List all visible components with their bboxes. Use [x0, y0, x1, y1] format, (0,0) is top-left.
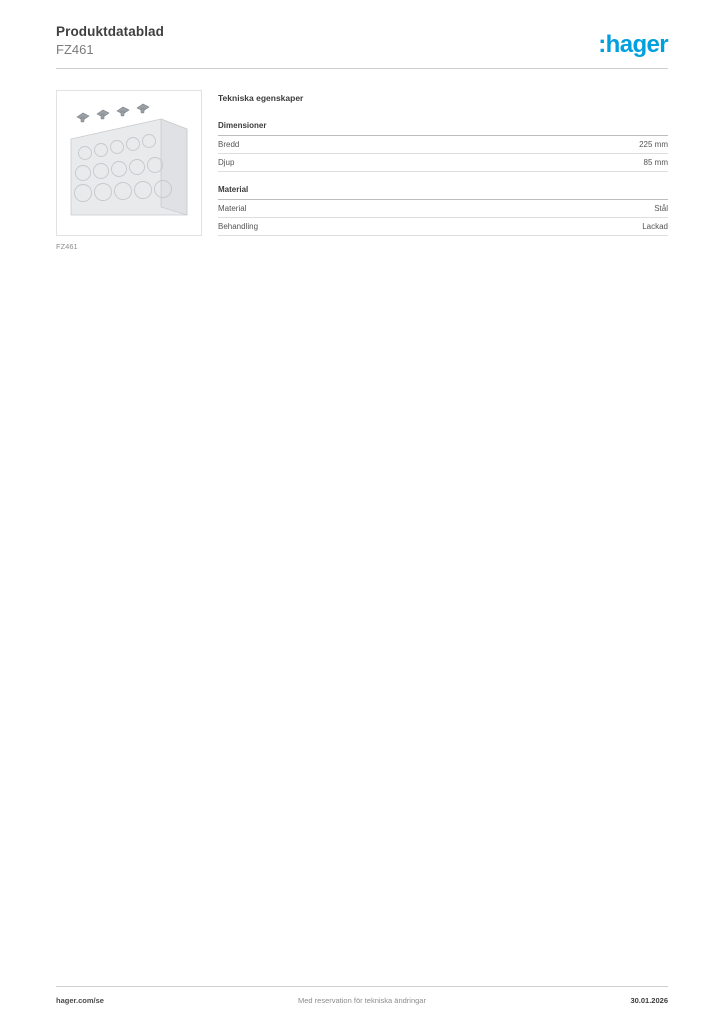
table-row — [218, 218, 668, 236]
product-image — [56, 90, 202, 236]
product-illustration — [57, 91, 201, 235]
product-caption: FZ461 — [56, 242, 78, 251]
spec-label: Material — [218, 204, 247, 213]
spec-group-material — [218, 184, 668, 236]
footer-website-link[interactable]: hager.com/se — [56, 996, 104, 1005]
page-title: Produktdatablad — [56, 24, 165, 39]
spec-value: Stål — [654, 204, 668, 213]
table-row — [218, 154, 668, 172]
spec-value: Lackad — [642, 222, 668, 231]
footer-note: Med reservation för tekniska ändringar — [298, 996, 426, 1005]
spec-label: Behandling — [218, 222, 259, 231]
spec-label: Bredd — [218, 140, 240, 149]
product-figure — [56, 90, 202, 252]
footer-divider — [56, 986, 668, 987]
table-row — [218, 200, 668, 218]
page-footer — [56, 996, 668, 1010]
spec-group-title: Material — [218, 184, 668, 200]
footer-date: 30.01.2026 — [630, 996, 668, 1005]
specifications — [218, 92, 668, 248]
header-divider — [56, 68, 668, 69]
spec-label: Djup — [218, 158, 235, 167]
spec-value: 85 mm — [643, 158, 668, 167]
hager-logo: :hager — [598, 31, 668, 58]
page-header — [56, 24, 668, 68]
product-reference: FZ461 — [56, 42, 94, 57]
spec-value: 225 mm — [639, 140, 668, 149]
specifications-title: Tekniska egenskaper — [218, 93, 304, 103]
spec-group-dimensioner — [218, 120, 668, 172]
table-row — [218, 136, 668, 154]
spec-group-title: Dimensioner — [218, 120, 668, 136]
